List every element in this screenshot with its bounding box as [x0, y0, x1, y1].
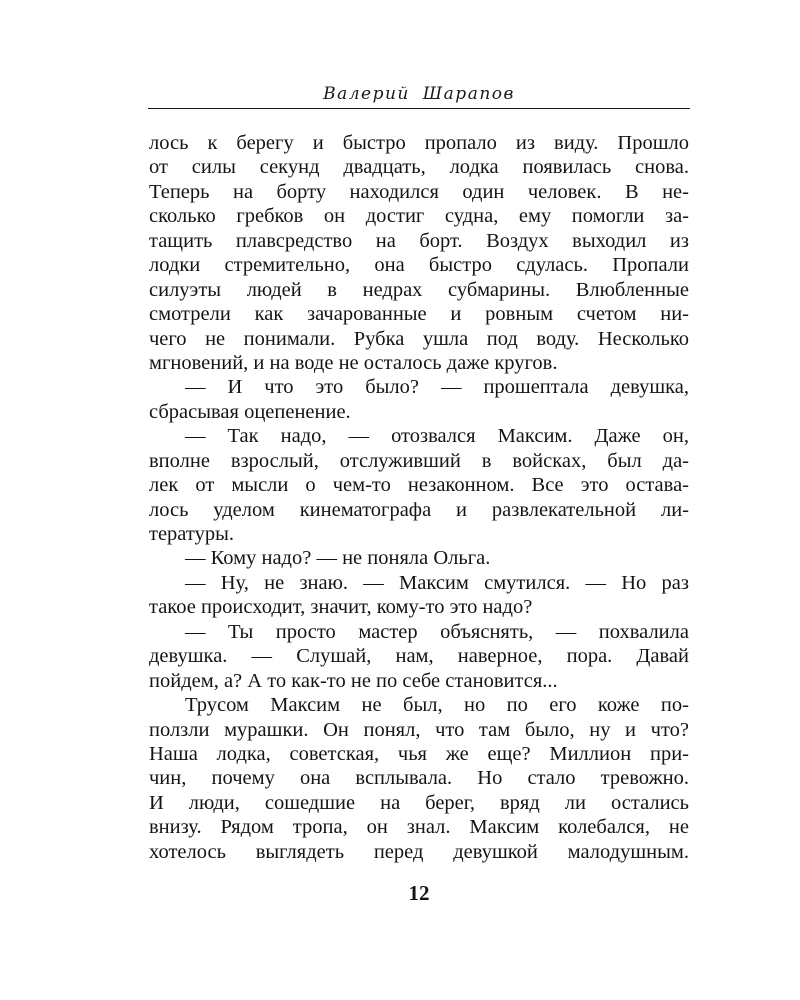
text-line: вполне взрослый, отслуживший в войсках, был да-	[149, 449, 689, 472]
text-line: чин, почему она всплывала. Но стало тревожно.	[149, 767, 689, 790]
body-text	[149, 131, 689, 864]
text-line: Наша лодка, советская, чья же еще? Миллион при-	[149, 742, 689, 765]
text-line: силуэты людей в недрах субмарины. Влюбленные	[149, 278, 689, 301]
text-line: — Ну, не знаю. — Максим смутился. — Но раз	[185, 571, 689, 594]
text-line: чего не понимали. Рубка ушла под воду. Несколько	[149, 327, 689, 350]
text-line: лек от мысли о чем-то незаконном. Все это остава-	[149, 474, 689, 497]
text-line: девушка. — Слушай, нам, наверное, пора. Давай	[149, 645, 689, 668]
text-line: Трусом Максим не был, но по его коже по-	[185, 694, 689, 717]
text-line: тащить плавсредство на борт. Воздух выходил из	[149, 229, 689, 252]
text-line: такое происходит, значит, кому-то это надо?	[149, 596, 533, 619]
text-line: лодки стремительно, она быстро сдулась. Пропали	[149, 254, 689, 277]
header-rule	[148, 108, 690, 109]
text-line: — Так надо, — отозвался Максим. Даже он,	[185, 425, 689, 448]
text-line: лось к берегу и быстро пропало из виду. Прошло	[149, 132, 689, 154]
text-line: сколько гребков он достиг судна, ему помогли за-	[149, 205, 689, 228]
text-line: сбрасывая оцепенение.	[149, 400, 351, 423]
text-line: тературы.	[149, 523, 234, 545]
text-line: внизу. Рядом тропа, он знал. Максим колебался, не	[149, 816, 689, 839]
text-line: хотелось выглядеть перед девушкой малодушным.	[149, 840, 689, 863]
text-line: пойдем, а? А то как-то не по себе становится...	[149, 669, 558, 692]
text-line: лось уделом кинематографа и развлекательной ли-	[149, 498, 689, 521]
text-line: Теперь на борту находился один человек. В не-	[149, 180, 689, 203]
text-line: смотрели как зачарованные и ровным счетом ни-	[149, 303, 689, 326]
page-number: 12	[408, 881, 430, 905]
text-line: — Кому надо? — не поняла Ольга.	[185, 547, 491, 570]
text-line: от силы секунд двадцать, лодка появилась снова.	[149, 156, 689, 179]
text-line: ползли мурашки. Он понял, что там было, ну и что?	[149, 718, 689, 741]
text-line: И люди, сошедшие на берег, вряд ли остались	[149, 791, 689, 814]
text-line: — Ты просто мастер объяснять, — похвалила	[185, 620, 689, 643]
text-line: — И что это было? — прошептала девушка,	[185, 376, 689, 399]
running-header-author: Валерий Шарапов	[323, 84, 515, 104]
text-line: мгновений, и на воде не осталось даже кругов.	[149, 351, 558, 374]
